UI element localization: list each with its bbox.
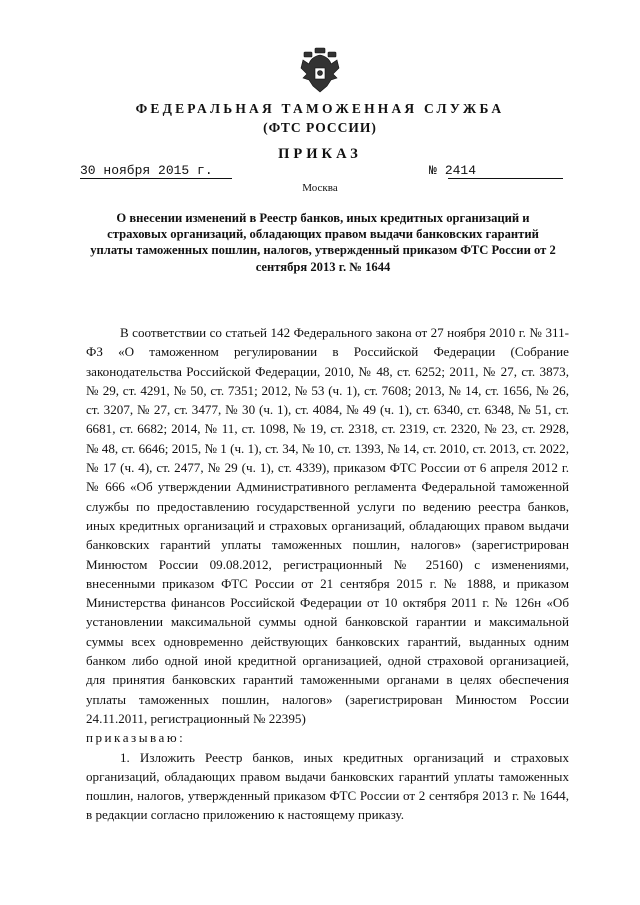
coat-of-arms-icon (299, 46, 341, 94)
number-underline (448, 178, 563, 179)
preamble-paragraph (86, 323, 569, 748)
number-sign: № (429, 163, 437, 178)
agency-abbreviation: (ФТС РОССИИ) (263, 120, 377, 135)
ordered-phrase: приказываю: (86, 730, 186, 746)
date-underline (80, 178, 232, 179)
document-type: ПРИКАЗ (278, 146, 362, 162)
city: Москва (302, 182, 338, 194)
document-body (86, 323, 569, 825)
item-1-paragraph: 1. Изложить Реестр банков, иных кредитных организаций и страховых организаций, обладающих правом выдачи банковских гарантий уплаты таможенных пошлин, налогов, утвержденный приказом ФТС России от 2 сентября 2013 г. № 1644, в редакции согласно приложению к настоящему приказу. (86, 749, 569, 823)
document-title: О внесении изменений в Реестр банков, иных кредитных организаций и страховых организаций, обладающих правом выдачи банковских гарантий уплаты таможенных пошлин, налогов, утвержденный приказом ФТС России от 2 сентября 2013 г. № 1644 (90, 211, 556, 274)
preamble-text: В соответствии со статьей 142 Федерального закона от 27 ноября 2010 г. № 311-ФЗ «О таможенном регулировании в Российской Федерации (Собрание законодательства Российской Федерации, 2010, № 48, ст. 6252; 2011, № 27, ст. 3873, № 29, ст. 4291, № 50, ст. 7351; 2012, № 53 (ч. 1), ст. 7608; 2013, № 14, ст. 1656, № 26, ст. 3207, № 27, ст. 3477, № 30 (ч. 1), ст. 4084, № 49 (ч. 1), ст. 6340, ст. 6348, № 51, ст. 6681, ст. 6682; 2014, № 11, ст. 1098, № 19, ст. 2318, ст. 2319, ст. 2320, № 23, ст. 2928, № 48, ст. 6646; 2015, № 1 (ч. 1), ст. 34, № 10, ст. 1393, № 14, ст. 2010, ст. 2013, ст. 2022, № 17 (ч. 4), ст. 2477, № 29 (ч. 1), ст. 4339), приказом ФТС России от 6 апреля 2012 г. № 666 «Об утверждении Административного регламента Федеральной таможенной службы по предоставлению государственной услуги по ведению реестра банков, иных кредитных организаций и страховых организаций, обладающих правом выдачи банковских гарантий уплаты таможенных пошлин, налогов» (зарегистрирован Минюстом России 09.08.2012, регистрационный № 25160) с изменениями, внесенными приказом ФТС России от 21 сентября 2015 г. № 1888, и приказом Министерства финансов Российской Федерации от 10 октября 2011 г. № 126н «Об установлении максимальной суммы одной банковской гарантии и максимальной суммы всех одновременно действующих банковских гарантий, выданных одним банком либо одной иной кредитной организацией, одной страховой организацией, для принятия банковских гарантий таможенными органами в целях обеспечения уплаты таможенных пошлин, налогов» (зарегистрирован Минюстом России 24.11.2011, регистрационный № 22395) (86, 325, 569, 726)
document-number (429, 163, 476, 178)
number-value: 2414 (444, 163, 477, 178)
document-date: 30 ноября 2015 г. (80, 163, 213, 178)
agency-name: ФЕДЕРАЛЬНАЯ ТАМОЖЕННАЯ СЛУЖБА (135, 101, 505, 116)
